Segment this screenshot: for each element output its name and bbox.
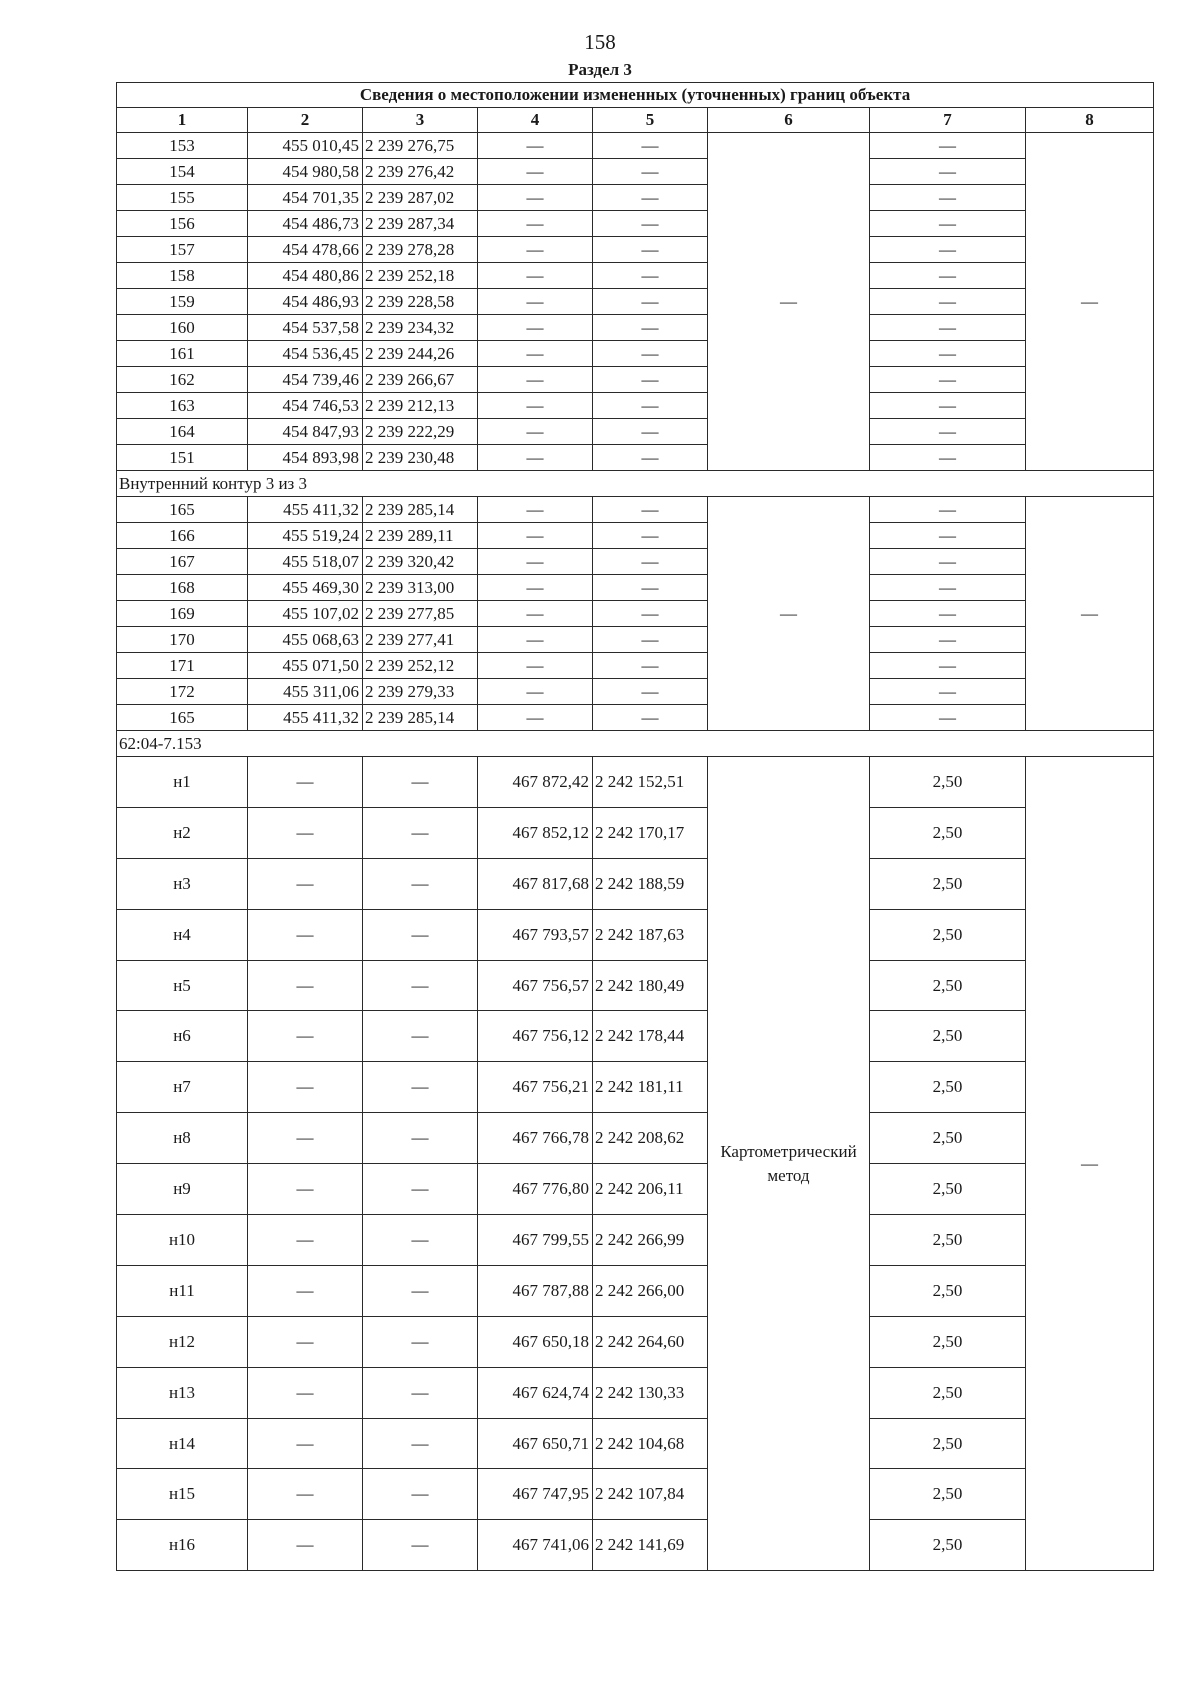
page-number: 158: [584, 30, 616, 54]
table-row: [117, 1265, 1154, 1316]
contour-label: Внутренний контур 3 из 3: [117, 471, 1154, 497]
coord-y-existing: —: [363, 757, 478, 808]
coord-y-existing: 2 239 289,11: [363, 523, 478, 549]
coord-x-existing: —: [248, 1418, 363, 1469]
coord-y-existing: 2 239 287,34: [363, 211, 478, 237]
coord-y-new: 2 242 107,84: [593, 1469, 708, 1520]
point-number: н3: [117, 858, 248, 909]
coord-y-existing: —: [363, 807, 478, 858]
coord-x-existing: —: [248, 1367, 363, 1418]
coord-x-new: 467 793,57: [478, 909, 593, 960]
accuracy-cell: 2,50: [870, 858, 1026, 909]
coord-x-existing: 454 486,73: [248, 211, 363, 237]
accuracy-cell: —: [870, 289, 1026, 315]
coord-x-existing: —: [248, 1011, 363, 1062]
coord-y-new: —: [593, 289, 708, 315]
table-row: [117, 497, 1154, 523]
point-number: 167: [117, 549, 248, 575]
coord-y-new: —: [593, 133, 708, 159]
table-row: [117, 237, 1154, 263]
coord-y-existing: 2 239 313,00: [363, 575, 478, 601]
coord-y-new: —: [593, 211, 708, 237]
accuracy-cell: —: [870, 133, 1026, 159]
coord-y-new: —: [593, 549, 708, 575]
table-row: [117, 133, 1154, 159]
accuracy-cell: —: [870, 341, 1026, 367]
coord-y-existing: —: [363, 1469, 478, 1520]
table-row: [117, 1418, 1154, 1469]
accuracy-cell: 2,50: [870, 1215, 1026, 1266]
coord-x-new: —: [478, 211, 593, 237]
coord-x-new: —: [478, 237, 593, 263]
coord-x-existing: —: [248, 1062, 363, 1113]
coord-x-new: —: [478, 263, 593, 289]
coord-y-new: 2 242 104,68: [593, 1418, 708, 1469]
point-number: 168: [117, 575, 248, 601]
coord-x-new: —: [478, 341, 593, 367]
table-row: [117, 1164, 1154, 1215]
accuracy-cell: —: [870, 185, 1026, 211]
coordinates-table: [116, 82, 1154, 1571]
table-row: [117, 263, 1154, 289]
coord-x-existing: 454 980,58: [248, 159, 363, 185]
coord-x-existing: —: [248, 1215, 363, 1266]
coord-y-new: —: [593, 263, 708, 289]
coord-y-new: 2 242 206,11: [593, 1164, 708, 1215]
table-row: [117, 1469, 1154, 1520]
table-row: [117, 341, 1154, 367]
point-number: н13: [117, 1367, 248, 1418]
point-number: 170: [117, 627, 248, 653]
coord-x-new: 467 624,74: [478, 1367, 593, 1418]
method-cell: —: [708, 133, 870, 471]
table-title: Сведения о местоположении измененных (уточненных) границ объекта: [117, 83, 1154, 108]
coord-y-new: 2 242 180,49: [593, 960, 708, 1011]
coord-x-new: 467 766,78: [478, 1113, 593, 1164]
point-number: 163: [117, 393, 248, 419]
point-number: 169: [117, 601, 248, 627]
coord-x-new: —: [478, 289, 593, 315]
point-number: 171: [117, 653, 248, 679]
coord-y-existing: 2 239 252,18: [363, 263, 478, 289]
table-row: [117, 1011, 1154, 1062]
table-row: [117, 211, 1154, 237]
coord-x-new: 467 650,71: [478, 1418, 593, 1469]
accuracy-cell: —: [870, 627, 1026, 653]
table-row: [117, 159, 1154, 185]
accuracy-cell: —: [870, 601, 1026, 627]
coord-x-existing: —: [248, 807, 363, 858]
point-number: 164: [117, 419, 248, 445]
accuracy-cell: —: [870, 211, 1026, 237]
coord-y-new: —: [593, 185, 708, 211]
coord-x-new: 467 799,55: [478, 1215, 593, 1266]
coord-y-existing: 2 239 287,02: [363, 185, 478, 211]
coord-x-new: 467 741,06: [478, 1520, 593, 1571]
coord-x-new: 467 872,42: [478, 757, 593, 808]
point-number: 165: [117, 497, 248, 523]
column-header: 7: [870, 108, 1026, 133]
accuracy-cell: —: [870, 549, 1026, 575]
coord-x-new: 467 852,12: [478, 807, 593, 858]
table-row: [117, 807, 1154, 858]
coord-x-existing: 455 068,63: [248, 627, 363, 653]
coord-x-new: 467 650,18: [478, 1316, 593, 1367]
coord-x-new: —: [478, 705, 593, 731]
coord-y-new: 2 242 188,59: [593, 858, 708, 909]
coord-x-existing: —: [248, 757, 363, 808]
table-row: [117, 909, 1154, 960]
coord-x-new: —: [478, 185, 593, 211]
coord-y-new: —: [593, 575, 708, 601]
accuracy-cell: —: [870, 159, 1026, 185]
coord-y-existing: 2 239 230,48: [363, 445, 478, 471]
coord-y-existing: —: [363, 1520, 478, 1571]
accuracy-cell: 2,50: [870, 1062, 1026, 1113]
coord-y-existing: —: [363, 1164, 478, 1215]
method-cell: —: [708, 497, 870, 731]
table-row: [117, 757, 1154, 808]
coord-x-new: 467 756,21: [478, 1062, 593, 1113]
accuracy-cell: 2,50: [870, 960, 1026, 1011]
coord-y-existing: —: [363, 909, 478, 960]
table-row: [117, 1316, 1154, 1367]
accuracy-cell: —: [870, 575, 1026, 601]
accuracy-cell: 2,50: [870, 757, 1026, 808]
table-row: [117, 679, 1154, 705]
coord-y-existing: —: [363, 1265, 478, 1316]
coord-y-existing: 2 239 244,26: [363, 341, 478, 367]
column-header: 6: [708, 108, 870, 133]
coord-x-existing: —: [248, 1469, 363, 1520]
table-row: [117, 419, 1154, 445]
accuracy-cell: 2,50: [870, 1520, 1026, 1571]
point-number: н11: [117, 1265, 248, 1316]
coord-x-new: —: [478, 653, 593, 679]
table-row: [117, 185, 1154, 211]
coord-y-new: —: [593, 679, 708, 705]
method-cell: Картометрический метод: [708, 757, 870, 1571]
point-number: н4: [117, 909, 248, 960]
coord-x-existing: —: [248, 1520, 363, 1571]
coord-y-new: —: [593, 705, 708, 731]
coord-x-existing: —: [248, 909, 363, 960]
point-number: н16: [117, 1520, 248, 1571]
point-number: н8: [117, 1113, 248, 1164]
point-number: 156: [117, 211, 248, 237]
table-row: [117, 523, 1154, 549]
accuracy-cell: —: [870, 705, 1026, 731]
column-header: 3: [363, 108, 478, 133]
coord-x-existing: 455 519,24: [248, 523, 363, 549]
coord-y-existing: 2 239 285,14: [363, 705, 478, 731]
point-number: н1: [117, 757, 248, 808]
coord-y-new: 2 242 130,33: [593, 1367, 708, 1418]
accuracy-cell: —: [870, 523, 1026, 549]
accuracy-cell: 2,50: [870, 1113, 1026, 1164]
coord-x-existing: —: [248, 858, 363, 909]
coord-y-new: —: [593, 315, 708, 341]
coord-y-existing: 2 239 228,58: [363, 289, 478, 315]
coord-y-new: 2 242 187,63: [593, 909, 708, 960]
description-cell: —: [1026, 757, 1154, 1571]
coord-x-new: 467 747,95: [478, 1469, 593, 1520]
coord-y-existing: 2 239 277,41: [363, 627, 478, 653]
coord-x-existing: 455 469,30: [248, 575, 363, 601]
coord-y-new: 2 242 266,00: [593, 1265, 708, 1316]
coord-x-existing: —: [248, 1113, 363, 1164]
coord-y-new: —: [593, 523, 708, 549]
coord-x-existing: —: [248, 1265, 363, 1316]
point-number: 158: [117, 263, 248, 289]
coord-y-existing: 2 239 285,14: [363, 497, 478, 523]
coord-x-new: —: [478, 601, 593, 627]
point-number: н5: [117, 960, 248, 1011]
coord-x-new: —: [478, 367, 593, 393]
coord-x-new: —: [478, 497, 593, 523]
point-number: н9: [117, 1164, 248, 1215]
coord-y-existing: 2 239 252,12: [363, 653, 478, 679]
coord-y-existing: 2 239 266,67: [363, 367, 478, 393]
column-header: 2: [248, 108, 363, 133]
coord-y-new: 2 242 181,11: [593, 1062, 708, 1113]
point-number: 161: [117, 341, 248, 367]
accuracy-cell: —: [870, 445, 1026, 471]
table-row: [117, 1520, 1154, 1571]
coord-x-new: —: [478, 575, 593, 601]
coord-y-existing: —: [363, 1316, 478, 1367]
coord-x-existing: 455 107,02: [248, 601, 363, 627]
coord-x-existing: 454 893,98: [248, 445, 363, 471]
table-row: [117, 445, 1154, 471]
coord-x-existing: 454 536,45: [248, 341, 363, 367]
coord-x-existing: 455 518,07: [248, 549, 363, 575]
coord-y-existing: —: [363, 1062, 478, 1113]
coord-y-new: —: [593, 159, 708, 185]
coord-x-existing: —: [248, 1164, 363, 1215]
table-row: [117, 315, 1154, 341]
coord-y-existing: —: [363, 1113, 478, 1164]
table-row: [117, 960, 1154, 1011]
table-row: [117, 601, 1154, 627]
coord-y-existing: —: [363, 1011, 478, 1062]
accuracy-cell: 2,50: [870, 1418, 1026, 1469]
accuracy-cell: —: [870, 393, 1026, 419]
coord-x-existing: 454 537,58: [248, 315, 363, 341]
parcel-label: 62:04-7.153: [117, 731, 1154, 757]
point-number: н15: [117, 1469, 248, 1520]
coord-y-existing: 2 239 276,75: [363, 133, 478, 159]
coord-x-existing: 455 010,45: [248, 133, 363, 159]
coord-y-new: —: [593, 601, 708, 627]
table-row: [117, 731, 1154, 757]
table-row: [117, 627, 1154, 653]
coord-y-existing: 2 239 212,13: [363, 393, 478, 419]
coord-y-new: 2 242 264,60: [593, 1316, 708, 1367]
coord-x-new: —: [478, 315, 593, 341]
coord-y-new: 2 242 266,99: [593, 1215, 708, 1266]
accuracy-cell: 2,50: [870, 1367, 1026, 1418]
coord-y-existing: 2 239 279,33: [363, 679, 478, 705]
accuracy-cell: —: [870, 679, 1026, 705]
table-row: [117, 1113, 1154, 1164]
coord-x-new: 467 756,57: [478, 960, 593, 1011]
point-number: 157: [117, 237, 248, 263]
coord-y-existing: 2 239 276,42: [363, 159, 478, 185]
table-row: [117, 367, 1154, 393]
coord-x-new: —: [478, 679, 593, 705]
table-row: [117, 289, 1154, 315]
coord-x-existing: 455 411,32: [248, 705, 363, 731]
coord-y-existing: 2 239 278,28: [363, 237, 478, 263]
coord-x-new: —: [478, 445, 593, 471]
coord-x-new: —: [478, 419, 593, 445]
accuracy-cell: 2,50: [870, 1011, 1026, 1062]
coord-x-existing: 455 071,50: [248, 653, 363, 679]
accuracy-cell: 2,50: [870, 1316, 1026, 1367]
coord-x-new: —: [478, 159, 593, 185]
coord-y-new: —: [593, 419, 708, 445]
description-cell: —: [1026, 497, 1154, 731]
coord-x-existing: 454 739,46: [248, 367, 363, 393]
coord-y-existing: —: [363, 960, 478, 1011]
coord-y-new: 2 242 178,44: [593, 1011, 708, 1062]
description-cell: —: [1026, 133, 1154, 471]
column-header: 5: [593, 108, 708, 133]
coord-y-new: 2 242 170,17: [593, 807, 708, 858]
coord-y-new: —: [593, 627, 708, 653]
accuracy-cell: —: [870, 315, 1026, 341]
coord-y-new: —: [593, 497, 708, 523]
accuracy-cell: —: [870, 263, 1026, 289]
point-number: 165: [117, 705, 248, 731]
coord-y-existing: —: [363, 1215, 478, 1266]
accuracy-cell: 2,50: [870, 909, 1026, 960]
coord-y-existing: —: [363, 1418, 478, 1469]
coord-x-existing: 454 486,93: [248, 289, 363, 315]
section-title: Раздел 3: [568, 60, 632, 79]
coord-y-new: —: [593, 445, 708, 471]
accuracy-cell: —: [870, 497, 1026, 523]
table-row: [117, 471, 1154, 497]
coord-y-new: —: [593, 237, 708, 263]
table-row: [117, 1062, 1154, 1113]
accuracy-cell: 2,50: [870, 1164, 1026, 1215]
coord-x-existing: 455 411,32: [248, 497, 363, 523]
point-number: н6: [117, 1011, 248, 1062]
table-row: [117, 858, 1154, 909]
point-number: 160: [117, 315, 248, 341]
point-number: н14: [117, 1418, 248, 1469]
point-number: 154: [117, 159, 248, 185]
point-number: 159: [117, 289, 248, 315]
accuracy-cell: 2,50: [870, 1265, 1026, 1316]
point-number: 172: [117, 679, 248, 705]
accuracy-cell: 2,50: [870, 807, 1026, 858]
coord-x-new: 467 756,12: [478, 1011, 593, 1062]
coord-y-existing: 2 239 222,29: [363, 419, 478, 445]
coord-y-new: —: [593, 367, 708, 393]
column-header: 1: [117, 108, 248, 133]
coord-y-existing: 2 239 320,42: [363, 549, 478, 575]
point-number: 151: [117, 445, 248, 471]
coord-x-new: —: [478, 627, 593, 653]
accuracy-cell: —: [870, 653, 1026, 679]
point-number: 166: [117, 523, 248, 549]
table-row: [117, 653, 1154, 679]
table-row: [117, 1215, 1154, 1266]
table-row: [117, 393, 1154, 419]
table-row: [117, 575, 1154, 601]
coord-x-new: —: [478, 133, 593, 159]
point-number: 162: [117, 367, 248, 393]
coord-x-existing: —: [248, 1316, 363, 1367]
point-number: н12: [117, 1316, 248, 1367]
coord-x-new: 467 776,80: [478, 1164, 593, 1215]
accuracy-cell: —: [870, 237, 1026, 263]
coord-y-new: 2 242 152,51: [593, 757, 708, 808]
column-header: 4: [478, 108, 593, 133]
table-row: [117, 705, 1154, 731]
coord-y-new: —: [593, 393, 708, 419]
coord-x-new: —: [478, 393, 593, 419]
column-header: 8: [1026, 108, 1154, 133]
table-row: [117, 1367, 1154, 1418]
point-number: н2: [117, 807, 248, 858]
coord-x-existing: 454 701,35: [248, 185, 363, 211]
coord-y-new: —: [593, 653, 708, 679]
coord-y-new: 2 242 141,69: [593, 1520, 708, 1571]
point-number: н7: [117, 1062, 248, 1113]
coord-x-existing: —: [248, 960, 363, 1011]
point-number: н10: [117, 1215, 248, 1266]
coord-y-existing: 2 239 277,85: [363, 601, 478, 627]
table-row: [117, 549, 1154, 575]
coord-x-new: 467 817,68: [478, 858, 593, 909]
point-number: 153: [117, 133, 248, 159]
coord-y-existing: —: [363, 1367, 478, 1418]
coord-x-new: —: [478, 549, 593, 575]
coord-x-existing: 454 478,66: [248, 237, 363, 263]
coord-x-new: 467 787,88: [478, 1265, 593, 1316]
coord-y-existing: 2 239 234,32: [363, 315, 478, 341]
accuracy-cell: 2,50: [870, 1469, 1026, 1520]
coord-x-new: —: [478, 523, 593, 549]
coord-y-existing: —: [363, 858, 478, 909]
coord-x-existing: 455 311,06: [248, 679, 363, 705]
accuracy-cell: —: [870, 367, 1026, 393]
point-number: 155: [117, 185, 248, 211]
coord-y-new: 2 242 208,62: [593, 1113, 708, 1164]
coord-x-existing: 454 847,93: [248, 419, 363, 445]
accuracy-cell: —: [870, 419, 1026, 445]
coord-x-existing: 454 746,53: [248, 393, 363, 419]
coord-y-new: —: [593, 341, 708, 367]
coord-x-existing: 454 480,86: [248, 263, 363, 289]
